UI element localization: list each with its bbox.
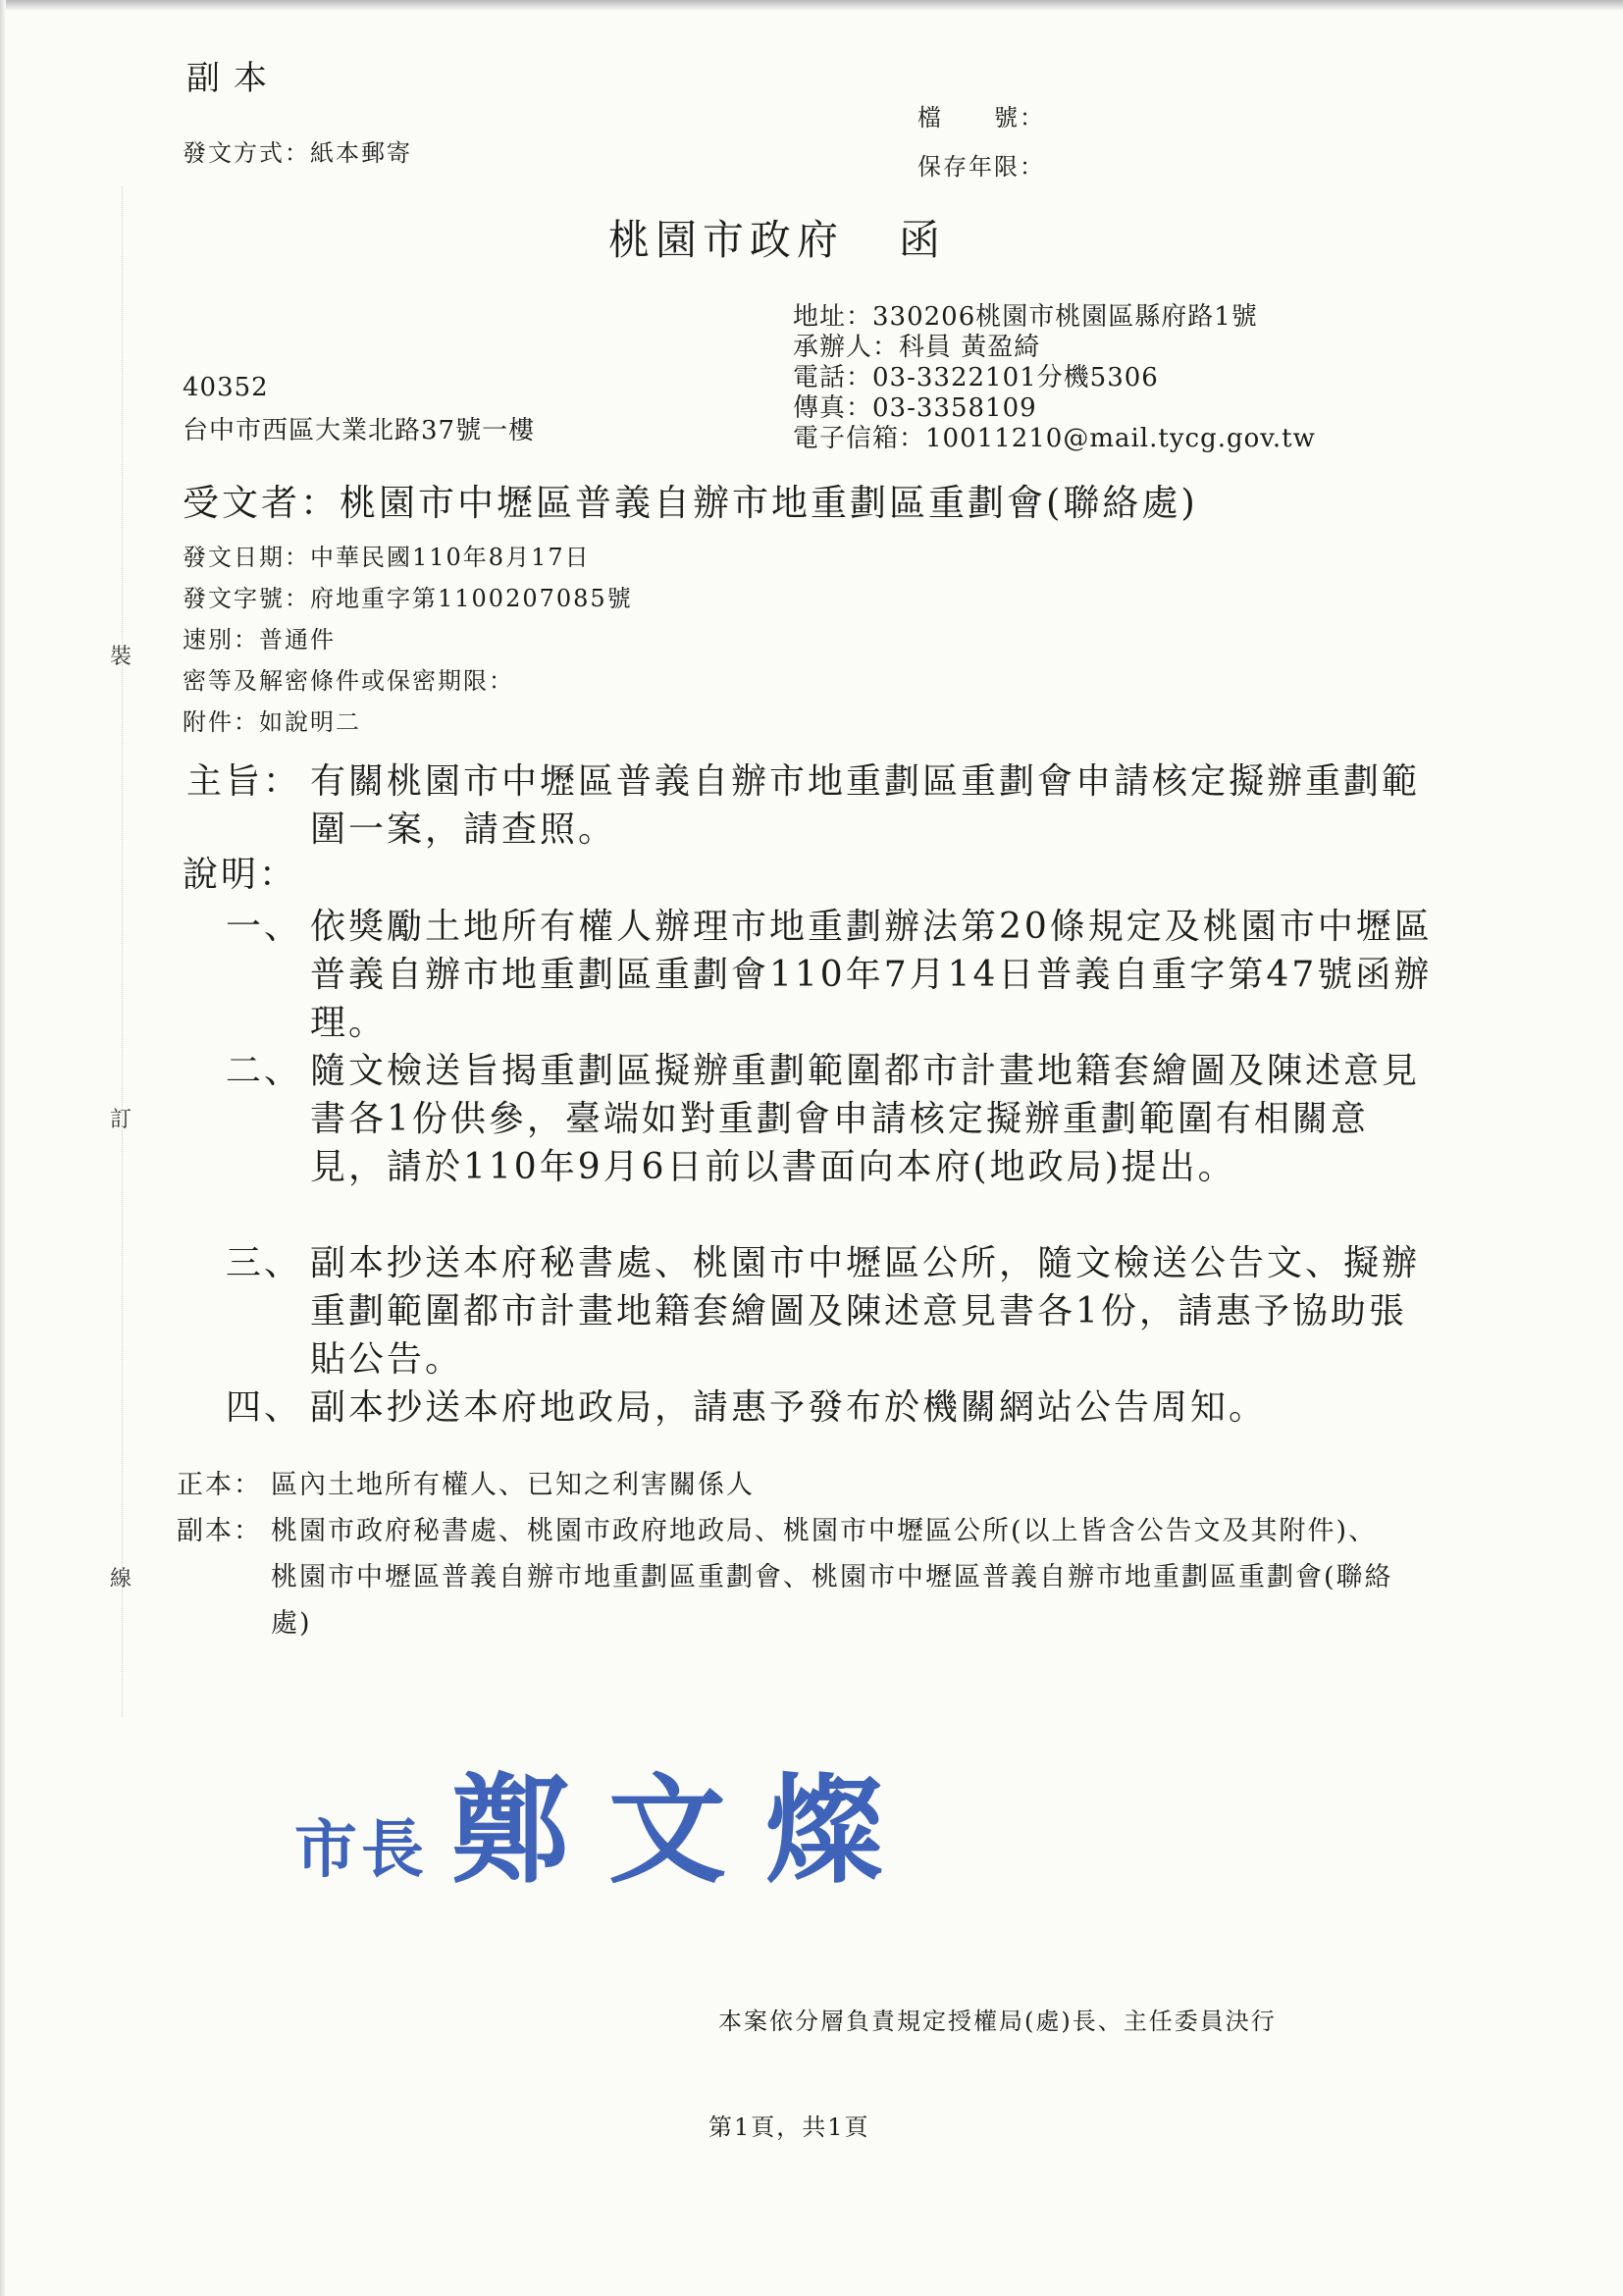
original-label: 正本： <box>177 1470 262 1500</box>
issue-date: 發文日期：中華民國110年8月17日 <box>183 544 591 571</box>
postal-code: 40352 <box>183 373 269 402</box>
subject-label: 主旨： <box>186 761 302 802</box>
contact-email: 電子信箱：10011210@mail.tycg.gov.tw <box>793 424 1316 453</box>
speed-class: 速別：普通件 <box>183 626 336 653</box>
scan-edge-left <box>0 0 6 2296</box>
mayor-signature-stamp <box>294 1737 922 1905</box>
subject-text: 有關桃園市中壢區普義自辦市地重劃區重劃會申請核定擬辦重劃範圍一案，請查照。 <box>310 761 1421 850</box>
item-number: 四、 <box>226 1387 303 1428</box>
retention-period: 保存年限： <box>917 153 1045 181</box>
copy-recipient-label: 副本： <box>177 1516 262 1546</box>
send-method: 發文方式：紙本郵寄 <box>183 139 412 167</box>
recipient: 受文者：桃園市中壢區普義自辦市地重劃區重劃會(聯絡處) <box>183 482 1198 524</box>
contact-block <box>793 302 1316 454</box>
file-number: 檔 號： <box>917 104 1045 131</box>
page-number: 第1頁，共1頁 <box>708 2113 870 2141</box>
contact-fax: 傳真：03-3358109 <box>793 393 1037 423</box>
agency-name: 桃園市政府 <box>608 216 845 264</box>
document-title <box>608 208 946 267</box>
contact-address: 地址：330206桃園市桃園區縣府路1號 <box>793 302 1258 332</box>
contact-phone: 電話：03-3322101分機5306 <box>793 363 1159 392</box>
signature-title: 市長 <box>294 1813 428 1887</box>
binding-mark-zhuang: 裝 <box>110 645 132 669</box>
item-number: 一、 <box>226 907 303 947</box>
item-number: 三、 <box>226 1243 303 1283</box>
binding-mark-ding: 訂 <box>110 1108 132 1132</box>
binding-line <box>122 186 123 1717</box>
document-type: 函 <box>899 216 947 264</box>
scan-edge-top <box>0 0 1623 10</box>
original-text: 區內土地所有權人、已知之利害關係人 <box>271 1470 755 1500</box>
contact-handler: 承辦人：科員 黃盈綺 <box>793 333 1041 362</box>
delegation-note: 本案依分層負責規定授權局(處)長、主任委員決行 <box>718 2008 1277 2035</box>
copy-recipient-text: 桃園市政府秘書處、桃園市政府地政局、桃園市中壢區公所(以上皆含公告文及其附件)、桃園市中壢區普義自辦市地重劃區重劃會、桃園市中壢區普義自辦市地重劃區重劃會(聯絡處) <box>271 1516 1393 1639</box>
signature-name: 鄭文燦 <box>451 1761 922 1900</box>
binding-mark-xian: 線 <box>110 1567 132 1592</box>
item-number: 二、 <box>226 1051 303 1091</box>
copy-label: 副本 <box>186 59 281 98</box>
item-text: 隨文檢送旨揭重劃區擬辦重劃範圍都市計畫地籍套繪圖及陳述意見書各1份供參，臺端如對重劃會申請核定擬辦重劃範圍有相關意見，請於110年9月6日前以書面向本府(地政局)提出。 <box>310 1051 1421 1187</box>
item-text: 副本抄送本府秘書處、桃園市中壢區公所，隨文檢送公告文、擬辦重劃範圍都市計畫地籍套繪圖及陳述意見書各1份，請惠予協助張貼公告。 <box>310 1243 1421 1380</box>
explanation-label: 說明： <box>183 855 298 895</box>
document-number: 發文字號：府地重字第1100207085號 <box>183 585 633 612</box>
item-text: 副本抄送本府地政局，請惠予發布於機關網站公告周知。 <box>310 1387 1268 1428</box>
mailing-address: 台中市西區大業北路37號一樓 <box>183 416 536 445</box>
item-text: 依獎勵土地所有權人辦理市地重劃辦法第20條規定及桃園市中壢區普義自辦市地重劃區重劃會110年7月14日普義自重字第47號函辦理。 <box>310 907 1433 1043</box>
attachment: 附件：如說明二 <box>183 708 361 736</box>
secrecy-level: 密等及解密條件或保密期限： <box>183 667 514 695</box>
